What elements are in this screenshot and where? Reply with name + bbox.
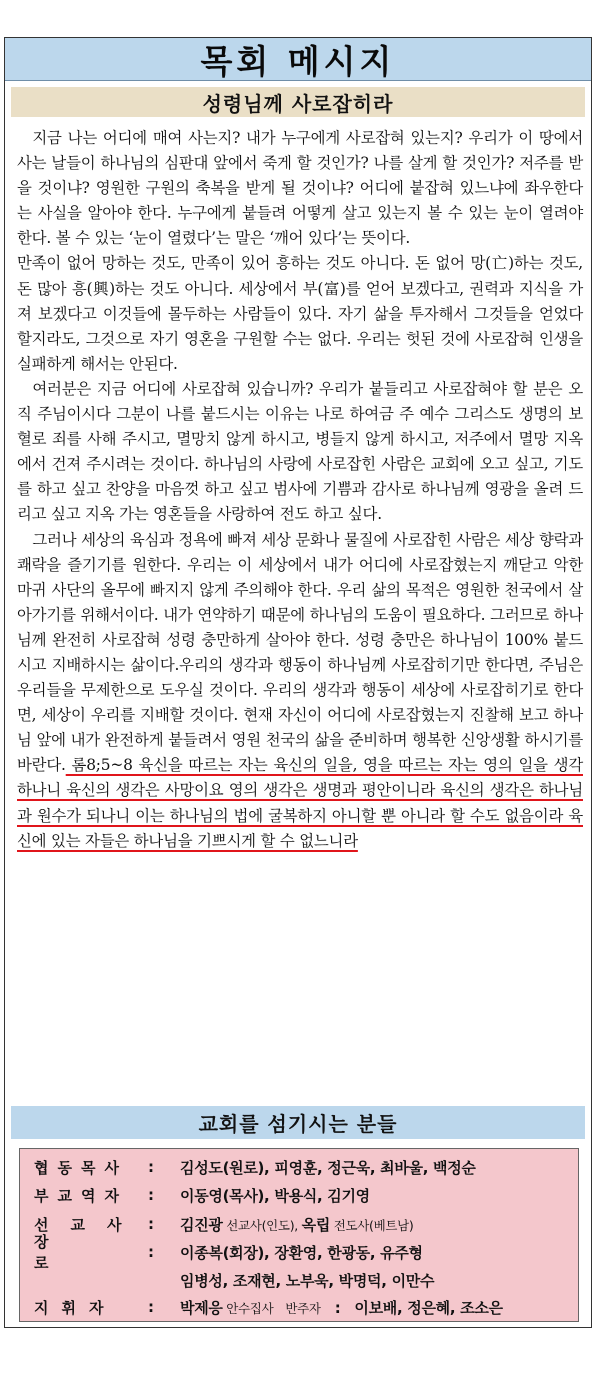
officer-row-assistant-ministers: [20, 1181, 578, 1209]
message-subtitle: 성령님께 사로잡히라: [11, 87, 585, 117]
officer-names: 임병성, 조재현, 노부욱, 박명덕, 이만수: [180, 1271, 435, 1290]
officer-colon: :: [148, 1298, 154, 1316]
officer-colon: :: [148, 1186, 154, 1204]
conductor-name: 박제응: [180, 1298, 223, 1317]
accompanist-role: 반주자: [285, 1300, 321, 1316]
officer-role: 협동목사: [34, 1158, 128, 1177]
officer-names: 이동영(목사), 박용식, 김기영: [180, 1186, 370, 1205]
officer-row-associate-pastors: [20, 1153, 578, 1181]
officer-names: 김성도(원로), 피영훈, 정근욱, 최바울, 백정순: [180, 1158, 476, 1177]
officer-role: 부교역자: [34, 1186, 128, 1205]
officer-names: [180, 1214, 414, 1235]
officer-colon: :: [334, 1298, 341, 1317]
message-frame: [4, 37, 592, 1328]
officer-role: 선교사: [34, 1215, 144, 1234]
accompanist-names: 이보배, 정은혜, 조소은: [354, 1298, 503, 1317]
paragraph-1: 지금 나는 어디에 매여 사는지? 내가 누구에게 사로잡혀 있는지? 우리가 이 땅에서 사는 날들이 하나님의 심판대 앞에서 죽게 할 것인가? 나를 살게 할 것인가? 저주를 받을 것이냐? 영원한 구원의 축복을 받게 될 것이냐? 어디에 붙잡혀 있느냐에 좌우한다는 사실을 알아야 한다. 누구에게 붙들려 어떻게 살고 있는지 볼 수 있는 눈이 열려야 한다. 볼 수 있는 ‘눈이 열렸다’는 말은 ‘깨어 있다’는 뜻이다.: [17, 129, 583, 248]
officer-role: 장로: [34, 1233, 101, 1272]
scripture-verse: 롬8;5~8 육신을 따르는 자는 육신의 일을, 영을 따르는 자는 영의 일을 생각하나니 육신의 생각은 사망이요 영의 생각은 생명과 평안이니라 육신의 생각은 하나님과 원수가 되나니 이는 하나님의 법에 굴복하지 아니할 뿐 아니라 할 수도 없음이라 육신에 있는 자들은 하나님을 기쁘시게 할 수 없느니라: [17, 756, 583, 850]
officer-colon: :: [148, 1243, 154, 1261]
missionary-note: 전도사(베트남): [330, 1217, 414, 1233]
missionary-name: 김진광: [180, 1215, 223, 1234]
paragraph-4: [17, 528, 583, 854]
officer-role: 지휘자: [34, 1298, 117, 1317]
missionary-note: 선교사(인도),: [222, 1217, 302, 1233]
officers-box: [19, 1148, 579, 1322]
officer-names: 이종복(회장), 장환영, 한광동, 유주형: [180, 1243, 423, 1262]
officer-row-elders: [20, 1233, 578, 1272]
page-title: 목회 메시지: [5, 38, 591, 81]
officers-title: 교회를 섬기시는 분들: [11, 1106, 585, 1139]
message-body: [17, 126, 583, 854]
conductor-note: 안수집사: [222, 1300, 274, 1316]
missionary-name: 옥립: [301, 1215, 331, 1234]
paragraph-4-main: 그러나 세상의 육심과 정욕에 빠져 세상 문화나 물질에 사로잡힌 사람은 세상 향락과 쾌락을 즐기기를 원한다. 우리는 이 세상에서 내가 어디에 사로잡혔는지 깨닫고 악한 마귀 사단의 올무에 빠지지 않게 주의해야 한다. 우리 삶의 목적은 영원한 천국에서 살아가기를 위해서이다. 내가 연약하기 때문에 하나님의 도움이 필요하다. 그러므로 하나님께 완전히 사로잡혀 성령 충만하게 살아야 한다. 성령 충만은 하나님이 100% 붙드시고 지배하시는 삶이다.우리의 생각과 행동이 하나님께 사로잡히기만 한다면, 주님은 우리들을 무제한으로 도우실 것이다. 우리의 생각과 행동이 세상에 사로잡히기로 한다면, 세상이 우리를 지배할 것이다. 현재 자신이 어디에 사로잡혔는지 진찰해 보고 하나님 앞에 내가 완전하게 붙들려서 영원 천국의 삶을 준비하며 행복한 신앙생활 하시기를 바란다.: [17, 530, 583, 775]
officer-row-music: [20, 1293, 578, 1321]
paragraph-2: 만족이 없어 망하는 것도, 만족이 있어 흥하는 것도 아니다. 돈 없어 망(亡)하는 것도, 돈 많아 흥(興)하는 것도 아니다. 세상에서 부(富)를 얻어 보겠다고, 권력과 지식을 가져 보겠다고 이것들에 몰두하는 사람들이 있다. 자기 삶을 투자해서 그것들을 얻었다 할지라도, 그것으로 자기 영혼을 구원할 수는 없다. 우리는 헛된 것에 사로잡혀 인생을 실패하게 해서는 안된다.: [17, 254, 583, 373]
officer-colon: :: [148, 1215, 154, 1233]
officer-names: [180, 1297, 503, 1318]
officer-row-elders-continued: [20, 1266, 578, 1294]
officer-colon: :: [148, 1158, 154, 1176]
paragraph-3: 여러분은 지금 어디에 사로잡혀 있습니까? 우리가 붙들리고 사로잡혀야 할 분은 오직 주님이시다 그분이 나를 붙드시는 이유는 나로 하여금 주 예수 그리스도 생명의 보혈로 죄를 사해 주시고, 멸망치 않게 하시고, 병들지 않게 하시고, 저주에서 멸망 지옥에서 건져 주시려는 것이다. 하나님의 사랑에 사로잡힌 사람은 교회에 오고 싶고, 기도를 하고 싶고 찬양을 마음껏 하고 싶고 범사에 기쁨과 감사로 하나님께 영광을 올려 드리고 싶고 지옥 가는 영혼들을 사랑하여 전도 하고 싶다.: [17, 379, 583, 524]
